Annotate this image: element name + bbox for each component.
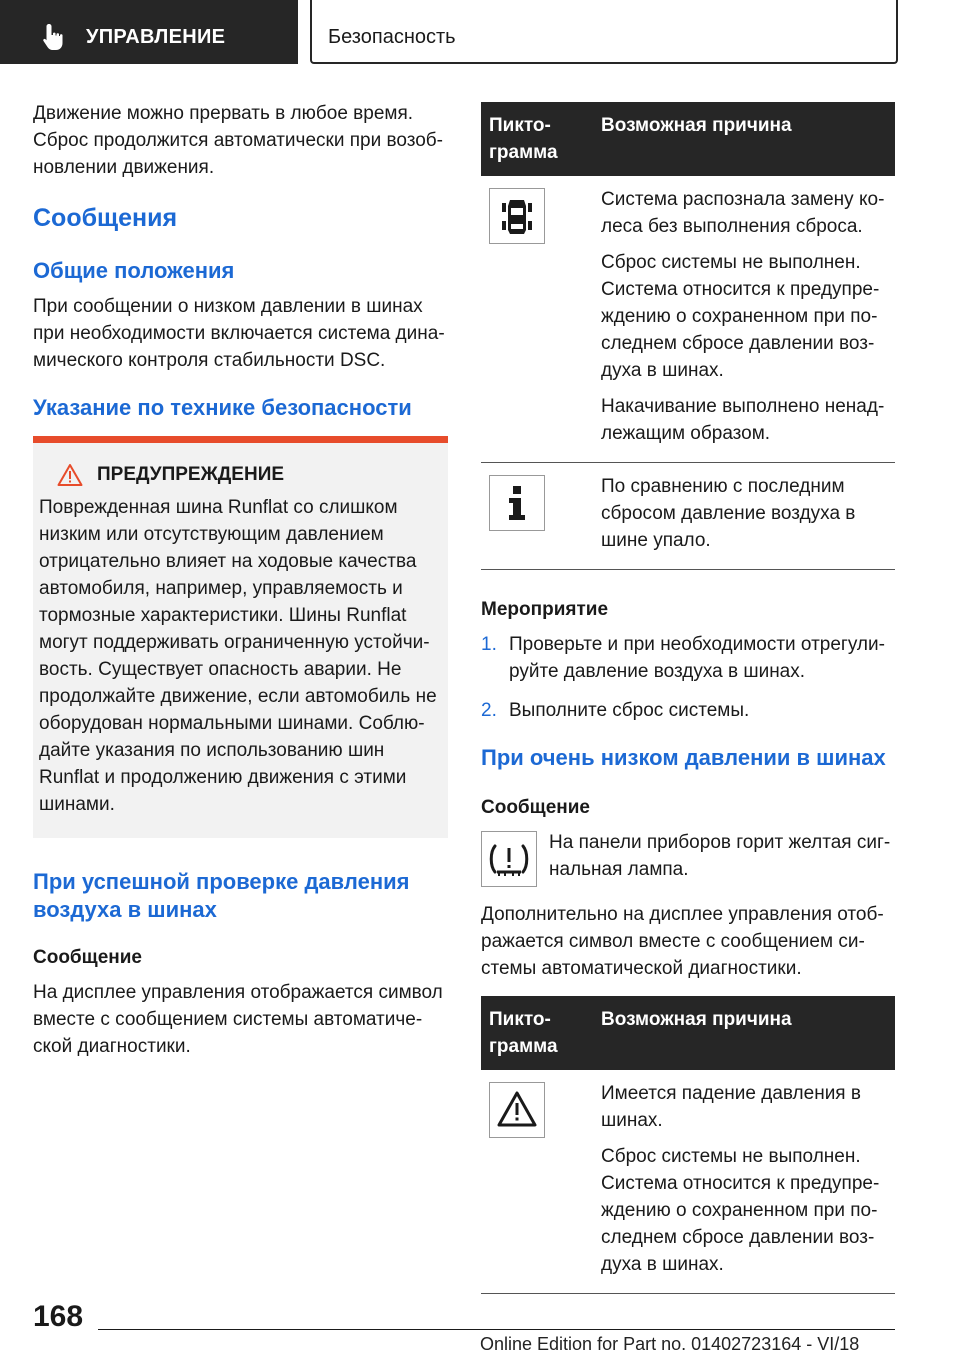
step-text: Проверьте и при необходимости отрегулируйте давление воздуха в шинах.	[509, 634, 885, 682]
table-row	[481, 176, 895, 463]
step-text: Выполните сброс системы.	[509, 700, 750, 721]
section-label: УПРАВЛЕНИЕ	[86, 26, 226, 48]
table-col-cause: Возможная причина	[593, 102, 895, 176]
cause-text: Сброс системы не выполнен. Система относится к предупреждению о сохраненном при последнем сбросе давлении воздуха в шинах.	[601, 1146, 880, 1275]
warning-title	[39, 461, 438, 488]
warning-box	[33, 443, 448, 838]
cause-table-2	[481, 996, 895, 1294]
heading-low-pressure: При очень низком давлении в шинах	[481, 745, 886, 770]
table-col-pictogram: Пиктограмма	[481, 102, 593, 176]
warning-bar	[33, 436, 448, 443]
section-tab[interactable]	[0, 0, 298, 64]
table-header	[481, 996, 895, 1070]
step-number: 2.	[481, 700, 497, 721]
general-text: При сообщении о низком давлении в шинах при необходимости включается система динамического контроля стабильности DSC.	[33, 296, 445, 371]
heading-general: Общие положения	[33, 258, 235, 283]
intro-text: Движение можно прервать в любое время. Сброс продолжится автоматически при возобновлении движения.	[33, 103, 443, 178]
info-icon	[495, 481, 539, 525]
extra-text: Дополнительно на дисплее управления отображается символ вместе с сообщением системы автоматической диагностики.	[481, 904, 884, 979]
table-header	[481, 102, 895, 176]
hand-pointer-icon	[38, 22, 68, 52]
step-number: 1.	[481, 634, 497, 655]
right-column	[481, 102, 895, 1294]
warning-text: Поврежденная шина Runflat со слишком низким или отсутствующим давлением отрицательно влияет на ходовые качества автомобиля, например, управляемость и тормозные характеристики. Шины Runflat могут поддерживать ограниченную устойчивость. Существует опасность аварии. Не продолжайте движение, если автомобиль не оборудован нормальными шинами. Соблюдайте указания по использованию шин Runflat и продолжению движения с этими шинами.	[39, 497, 437, 815]
warning-triangle-icon	[57, 463, 83, 487]
cause-text: По сравнению с последним сбросом давление воздуха в шине упало.	[601, 476, 856, 551]
heading-success: При успешной проверке давления воздуха в шинах	[33, 869, 410, 922]
table-row	[481, 1070, 895, 1294]
pictogram	[481, 831, 537, 887]
footer-edition[interactable]: Online Edition for Part no. 01402723164 - VI/18	[480, 1334, 860, 1354]
message-text: На дисплее управления отображается символ вместе с сообщением системы автоматической диагностики.	[33, 982, 443, 1057]
heading-message: Сообщение	[33, 947, 142, 968]
left-column	[33, 100, 448, 1074]
list-item	[481, 631, 895, 685]
tire-pressure-warning-icon	[487, 837, 531, 881]
table-col-cause: Возможная причина	[593, 996, 895, 1070]
car-wheels-icon	[495, 194, 539, 238]
heading-measures: Мероприятие	[481, 599, 609, 620]
cause-text: Сброс системы не выполнен. Система относится к предупреждению о сохраненном при последнем сбросе давлении воздуха в шинах.	[601, 252, 880, 381]
chapter-label: Безопасность	[328, 26, 456, 48]
lamp-text: На панели приборов горит желтая сигнальная лампа.	[549, 832, 891, 880]
cause-text: Имеется падение давления в шинах.	[601, 1083, 861, 1131]
measures-list	[481, 631, 895, 724]
page-number: 168	[33, 1300, 84, 1333]
heading-safety: Указание по технике безопасности	[33, 395, 412, 420]
pictogram	[489, 475, 545, 531]
table-row	[481, 463, 895, 570]
cause-text: Накачивание выполнено ненадлежащим образом.	[601, 396, 885, 444]
chapter-tab[interactable]	[310, 0, 898, 64]
lamp-row	[481, 829, 895, 887]
heading-message-2: Сообщение	[481, 797, 590, 818]
pictogram	[489, 188, 545, 244]
pictogram	[489, 1082, 545, 1138]
warning-triangle-icon	[495, 1088, 539, 1132]
list-item	[481, 697, 895, 724]
footer-divider	[98, 1329, 895, 1330]
table-col-pictogram: Пиктограмма	[481, 996, 593, 1070]
cause-text: Система распознала замену колеса без выполнения сброса.	[601, 189, 885, 237]
warning-title-text: ПРЕДУПРЕЖДЕНИЕ	[97, 464, 285, 485]
heading-messages: Сообщения	[33, 204, 178, 232]
cause-table-1	[481, 102, 895, 570]
